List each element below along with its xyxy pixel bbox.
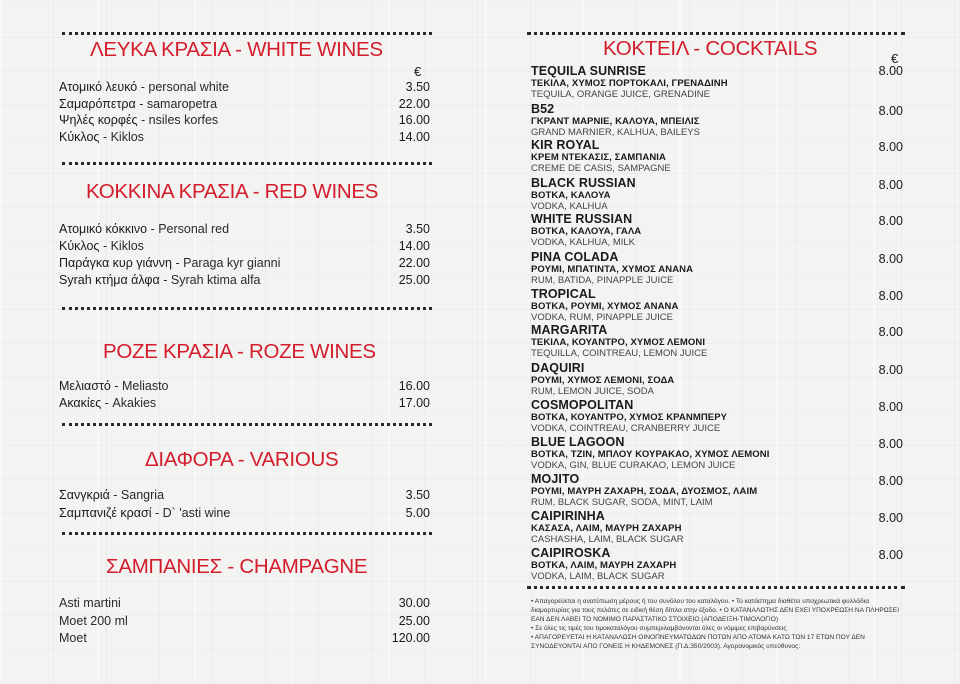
white-wines-title-gr: ΛΕΥΚΑ ΚΡΑΣΙΑ	[90, 38, 230, 61]
cocktail-price: 8.00	[878, 548, 903, 562]
cocktail-ingredients-gr: ΚΑΣΑΣΑ, ΛΑΙΜ, ΜΑΥΡΗ ΖΑΧΑΡΗ	[531, 523, 682, 534]
white-item-price: 16.00	[398, 113, 430, 127]
champagne-title-gr: ΣΑΜΠΑΝΙΕΣ	[106, 555, 223, 578]
rose-item-name-gr: Ακακίες	[59, 396, 102, 410]
cocktail-price: 8.00	[878, 363, 903, 377]
red-item-name-gr: Ατομικό κόκκινο	[59, 222, 148, 236]
white-item-price: 3.50	[405, 80, 430, 94]
white-item-name-en: - personal white	[137, 80, 229, 94]
cocktail-name: BLUE LAGOON	[531, 435, 625, 449]
legal-notes	[531, 597, 906, 651]
divider-rose-various	[62, 423, 432, 426]
cocktail-item	[531, 102, 903, 138]
rose-item-price: 17.00	[398, 396, 430, 410]
cocktail-price: 8.00	[878, 511, 903, 525]
cocktail-name: KIR ROYAL	[531, 138, 600, 152]
divider-white-red	[62, 162, 432, 165]
cocktail-item	[531, 287, 903, 323]
white-item-name-en: - Kiklos	[99, 129, 144, 144]
red-item-price: 25.00	[398, 273, 430, 287]
cocktail-name: COSMOPOLITAN	[531, 398, 634, 412]
cocktail-item	[531, 546, 903, 582]
cocktail-name: DAQUIRI	[531, 361, 585, 375]
cocktail-item	[531, 472, 903, 508]
cocktail-item	[531, 138, 903, 174]
red-item-name-gr: Κύκλος	[59, 239, 100, 253]
red-wines-title-gr: ΚΟΚΚΙΝΑ ΚΡΑΣΙΑ	[86, 180, 248, 203]
various-title-gr: ΔΙΑΦΟΡΑ	[145, 448, 233, 471]
cocktail-ingredients-gr: ΒΟΤΚΑ, ΚΑΛΟΥΑ, ΓΑΛΑ	[531, 226, 642, 237]
divider-red-rose	[62, 307, 432, 310]
champagne-item-price: 30.00	[398, 596, 430, 610]
legal-note-2: • Σε όλες τις τιμές του τιμοκαταλόγου συμπεριλαμβάνονται όλες οι νόμιμες επιβαρύνσεις	[531, 625, 787, 632]
cocktail-name: MOJITO	[531, 472, 580, 486]
cocktail-ingredients-en: CREME DE CASIS, SAMPAGNE	[531, 163, 671, 174]
rose-item-price: 16.00	[398, 379, 430, 393]
white-item	[59, 80, 229, 94]
cocktail-item	[531, 250, 903, 286]
cocktails-title-gr: ΚΟΚΤΕΙΛ	[603, 37, 689, 60]
cocktail-ingredients-gr: ΒΟΤΚΑ, ΚΟΥΑΝΤΡΟ, ΧΥΜΟΣ ΚΡΑΝΜΠΕΡΥ	[531, 412, 728, 423]
cocktail-ingredients-gr: ΒΟΤΚΑ, ΛΑΙΜ, ΜΑΥΡΗ ΖΑΧΑΡΗ	[531, 560, 677, 571]
white-item-price: 14.00	[398, 129, 430, 144]
red-item-price: 14.00	[398, 239, 430, 253]
cocktail-price: 8.00	[878, 437, 903, 451]
rose-wines-title-gr: ΡΟΖΕ ΚΡΑΣΙΑ	[103, 340, 232, 363]
cocktail-price: 8.00	[878, 400, 903, 414]
various-item	[59, 488, 164, 502]
rose-item	[59, 396, 156, 410]
rose-wines-heading	[103, 340, 376, 364]
euro-symbol-right: €	[891, 51, 899, 66]
champagne-item	[59, 614, 128, 628]
champagne-item-price: 120.00	[391, 631, 430, 645]
cocktail-price: 8.00	[878, 64, 903, 78]
champagne-title-en: - CHAMPAGNE	[222, 555, 368, 578]
cocktail-ingredients-en: TEQUILA, ORANGE JUICE, GRENADINE	[531, 89, 710, 100]
white-item-name-gr: Ψηλές κορφές	[59, 113, 138, 127]
cocktail-ingredients-gr: ΚΡΕΜ ΝΤΕΚΑΣΙΣ, ΣΑΜΠΑΝΙΑ	[531, 152, 666, 163]
cocktail-ingredients-gr: ΡΟΥΜΙ, ΧΥΜΟΣ ΛΕΜΟΝΙ, ΣΟΔΑ	[531, 375, 675, 386]
various-item-name-en: - D` 'asti wine	[151, 505, 231, 520]
red-wines-title-en: - RED WINES	[247, 180, 379, 203]
various-heading	[145, 448, 338, 472]
various-item-name-en: - Sangria	[109, 488, 165, 502]
cocktail-ingredients-en: VODKA, COINTREAU, CRANBERRY JUICE	[531, 423, 721, 434]
cocktail-item	[531, 435, 903, 471]
cocktail-item	[531, 64, 903, 100]
champagne-item-name-en: Asti martini	[59, 596, 121, 610]
cocktail-ingredients-gr: ΤΕΚΙΛΑ, ΧΥΜΟΣ ΠΟΡΤΟΚΑΛΙ, ΓΡΕΝΑΔΙΝΗ	[531, 78, 728, 89]
various-title-en: - VARIOUS	[232, 448, 339, 471]
red-item	[59, 273, 261, 287]
champagne-item-name-en: Moet 200 ml	[59, 613, 128, 628]
cocktail-price: 8.00	[878, 140, 903, 154]
rose-item	[59, 379, 169, 393]
champagne-item-name-en: Moet	[59, 631, 87, 645]
cocktail-ingredients-gr: ΒΟΤΚΑ, ΤΖΙΝ, ΜΠΛΟΥ ΚΟΥΡΑΚΑΟ, ΧΥΜΟΣ ΛΕΜΟΝΙ	[531, 449, 770, 460]
cocktail-ingredients-gr: ΓΚΡΑΝΤ ΜΑΡΝΙΕ, ΚΑΛΟΥΑ, ΜΠΕΙΛΙΣ	[531, 116, 700, 127]
cocktail-name: BLACK RUSSIAN	[531, 176, 636, 190]
cocktail-ingredients-en: CASHASHA, LAIM, BLACK SUGAR	[531, 534, 684, 545]
cocktail-item	[531, 398, 903, 434]
rose-item-name-en: - Meliasto	[110, 379, 169, 393]
cocktails-heading	[603, 37, 817, 61]
legal-note-1: • Απαγορεύεται η ανατύπωση μέρους ή του συνόλου του καταλόγου. • Το κατάστημα διαθέτει υποχρεωτικά φυλλάδια διαμαρτυρίας για τους πελάτες σε ειδική θέση δίπλα στην έξοδο. • Ο ΚΑΤΑΝΑΛΩΤΗΣ ΔΕΝ ΕΧΕΙ ΥΠΟΧΡΕΩΣΗ ΝΑ ΠΛΗΡΩΣΕΙ ΕΑΝ ΔΕΝ ΛΑΒΕΙ ΤΟ ΝΟΜΙΜΟ ΠΑΡΑΣΤΑΤΙΚΟ ΣΤΟΙΧΕΙΟ (ΑΠΟΔΕΙΞΗ-ΤΙΜΟΛΟΓΙΟ)	[531, 598, 900, 623]
cocktail-item	[531, 176, 903, 212]
legal-note-3: • ΑΠΑΓΟΡΕΥΕΤΑΙ Η ΚΑΤΑΝΑΛΩΣΗ ΟΙΝΟΠΝΕΥΜΑΤΩΔΩΝ ΠΟΤΩΝ ΑΠΟ ΑΤΟΜΑ ΚΑΤΩ ΤΩΝ 17 ΕΤΩΝ ΠΟΥ ΔΕΝ ΣΥΝΟΔΕΥΟΝΤΑΙ ΑΠΟ ΓΟΝΕΙΣ Η ΚΗΔΕΜΟΝΕΣ (Π.Δ.350/2003). Αγορανομικός υπεύθυνος:	[531, 634, 865, 650]
champagne-item-price: 25.00	[398, 613, 430, 628]
cocktail-price: 8.00	[878, 214, 903, 228]
cocktail-ingredients-gr: ΒΟΤΚΑ, ΡΟΥΜΙ, ΧΥΜΟΣ ΑΝΑΝΑ	[531, 301, 679, 312]
white-item	[59, 113, 218, 127]
cocktails-title-en: - COCKTAILS	[688, 37, 818, 60]
various-item-price: 3.50	[405, 488, 430, 502]
cocktail-price: 8.00	[878, 252, 903, 266]
various-item-name-gr: Σαμπανιζέ κρασί	[59, 505, 152, 520]
cocktail-ingredients-gr: ΡΟΥΜΙ, ΜΠΑΤΙΝΤΑ, ΧΥΜΟΣ ΑΝΑΝΑ	[531, 264, 694, 275]
white-item-name-gr: Σαμαρόπετρα	[59, 96, 136, 111]
white-item	[59, 130, 144, 144]
champagne-item	[59, 596, 121, 610]
red-item	[59, 222, 229, 236]
white-item-name-gr: Ατομικό λευκό	[59, 80, 138, 94]
red-item-price: 3.50	[405, 222, 430, 236]
cocktail-ingredients-en: TEQUILLA, COINTREAU, LEMON JUICE	[531, 348, 708, 359]
red-item-name-en: - Kiklos	[99, 239, 144, 253]
red-item-name-en: - Syrah ktima alfa	[159, 273, 261, 287]
various-item-name-gr: Σανγκριά	[59, 488, 110, 502]
red-item-name-gr: Παράγκα κυρ γιάννη	[59, 256, 173, 270]
divider-top-right	[527, 32, 905, 35]
white-item-name-en: - samaropetra	[135, 96, 218, 111]
rose-wines-title-en: - ROZE WINES	[231, 340, 376, 363]
rose-item-name-gr: Μελιαστό	[59, 379, 111, 393]
red-item-name-en: - Paraga kyr gianni	[172, 256, 281, 270]
cocktail-ingredients-en: GRAND MARNIER, KALHUA, BAILEYS	[531, 127, 700, 138]
cocktail-ingredients-en: RUM, LEMON JUICE, SODA	[531, 386, 654, 397]
divider-bottom-right	[527, 586, 905, 589]
cocktail-ingredients-en: VODKA, GIN, BLUE CURAKAO, LEMON JUICE	[531, 460, 736, 471]
cocktail-price: 8.00	[878, 178, 903, 192]
white-item	[59, 97, 217, 111]
cocktail-name: PINA COLADA	[531, 250, 619, 264]
cocktail-name: WHITE RUSSIAN	[531, 212, 633, 226]
red-item-name-gr: Syrah κτήμα άλφα	[59, 273, 160, 287]
cocktail-ingredients-gr: ΤΕΚΙΛΑ, ΚΟΥΑΝΤΡΟ, ΧΥΜΟΣ ΛΕΜΟΝΙ	[531, 337, 706, 348]
euro-symbol-left: €	[414, 64, 422, 79]
cocktail-ingredients-en: VODKA, RUM, PINAPPLE JUICE	[531, 312, 674, 323]
divider-top-left	[62, 32, 432, 35]
red-item	[59, 256, 280, 270]
white-item-name-gr: Κύκλος	[59, 129, 100, 144]
cocktail-name: B52	[531, 102, 555, 116]
cocktail-price: 8.00	[878, 325, 903, 339]
cocktail-name: CAIPIRINHA	[531, 509, 605, 523]
various-item-price: 5.00	[405, 505, 430, 520]
cocktail-price: 8.00	[878, 289, 903, 303]
cocktail-item	[531, 323, 903, 359]
cocktail-ingredients-en: RUM, BATIDA, PINAPPLE JUICE	[531, 275, 674, 286]
rose-item-name-en: - Akakies	[101, 396, 157, 410]
cocktail-ingredients-gr: ΡΟΥΜΙ, ΜΑΥΡΗ ΖΑΧΑΡΗ, ΣΟΔΑ, ΔΥΟΣΜΟΣ, ΛΑΙΜ	[531, 486, 758, 497]
red-wines-heading	[86, 180, 378, 204]
cocktail-price: 8.00	[878, 104, 903, 118]
cocktail-name: CAIPIROSKA	[531, 546, 611, 560]
cocktail-price: 8.00	[878, 474, 903, 488]
cocktail-ingredients-en: VODKA, KALHUA, MILK	[531, 237, 636, 248]
cocktail-ingredients-gr: ΒΟΤΚΑ, ΚΑΛΟΥΑ	[531, 190, 611, 201]
cocktail-name: MARGARITA	[531, 323, 608, 337]
red-item-name-en: - Personal red	[147, 222, 230, 236]
champagne-item	[59, 631, 87, 645]
cocktail-item	[531, 212, 903, 248]
red-item-price: 22.00	[398, 256, 430, 270]
cocktail-name: TROPICAL	[531, 287, 596, 301]
white-wines-heading	[90, 38, 383, 62]
divider-various-champagne	[62, 532, 432, 535]
cocktail-ingredients-en: RUM, BLACK SUGAR, SODA, MINT, LAIM	[531, 497, 713, 508]
cocktail-ingredients-en: VODKA, KALHUA	[531, 201, 608, 212]
cocktail-item	[531, 509, 903, 545]
cocktail-ingredients-en: VODKA, LAIM, BLACK SUGAR	[531, 571, 665, 582]
cocktail-item	[531, 361, 903, 397]
white-item-price: 22.00	[398, 96, 430, 111]
red-item	[59, 239, 144, 253]
cocktail-name: TEQUILA SUNRISE	[531, 64, 646, 78]
various-item	[59, 506, 230, 520]
champagne-heading	[106, 555, 367, 579]
white-item-name-en: - nsiles korfes	[137, 113, 219, 127]
white-wines-title-en: - WHITE WINES	[229, 38, 383, 61]
